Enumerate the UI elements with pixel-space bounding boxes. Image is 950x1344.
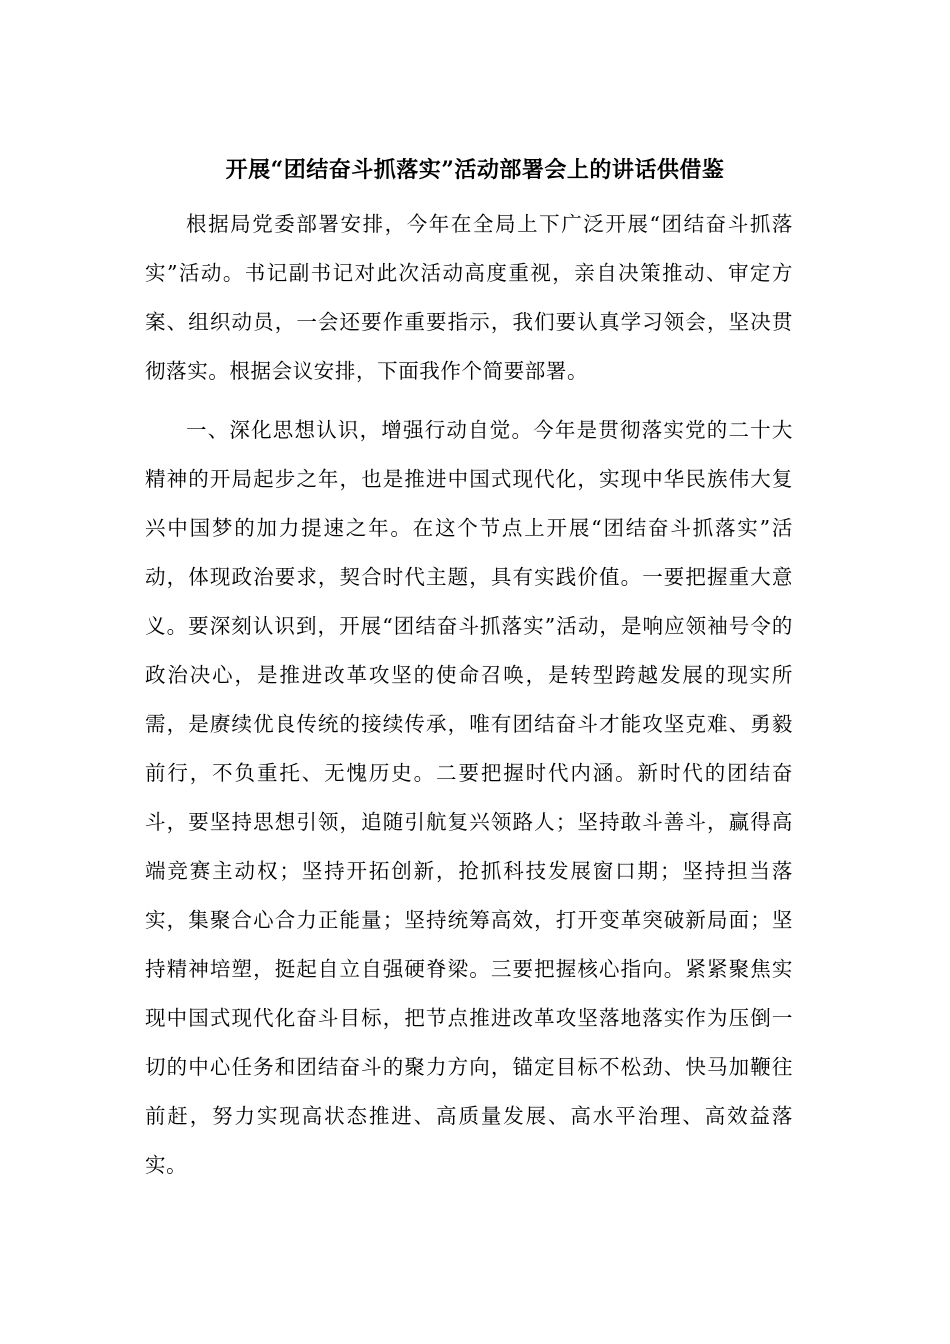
paragraph-section-one: 一、深化思想认识，增强行动自觉。今年是贯彻落实党的二十大精神的开局起步之年，也是推进中国式现代化，实现中华民族伟大复兴中国梦的加力提速之年。在这个节点上开展“团结奋斗抓落实”活动，体现政治要求，契合时代主题，具有实践价值。一要把握重大意义。要深刻认识到，开展“团结奋斗抓落实”活动，是响应领袖号令的政治决心，是推进改革攻坚的使命召唤，是转型跨越发展的现实所需，是赓续优良传统的接续传承，唯有团结奋斗才能攻坚克难、勇毅前行，不负重托、无愧历史。二要把握时代内涵。新时代的团结奋斗，要坚持思想引领，追随引航复兴领路人；坚持敢斗善斗，赢得高端竞赛主动权；坚持开拓创新，抢抓科技发展窗口期；坚持担当落实，集聚合心合力正能量；坚持统筹高效，打开变革突破新局面；坚持精神培塑，挺起自立自强硬脊梁。三要把握核心指向。紧紧聚焦实现中国式现代化奋斗目标，把节点推进改革攻坚落地落实作为压倒一切的中心任务和团结奋斗的聚力方向，锚定目标不松劲、快马加鞭往前赶，努力实现高状态推进、高质量发展、高水平治理、高效益落实。 <box>145 418 793 1177</box>
paragraph-intro: 根据局党委部署安排，今年在全局上下广泛开展“团结奋斗抓落实”活动。书记副书记对此次活动高度重视，亲自决策推动、审定方案、组织动员，一会还要作重要指示，我们要认真学习领会，坚决贯彻落实。根据会议安排，下面我作个简要部署。 <box>145 212 793 383</box>
document-body <box>145 200 793 1190</box>
document-title: 开展“团结奋斗抓落实”活动部署会上的讲话供借鉴 <box>225 157 725 183</box>
